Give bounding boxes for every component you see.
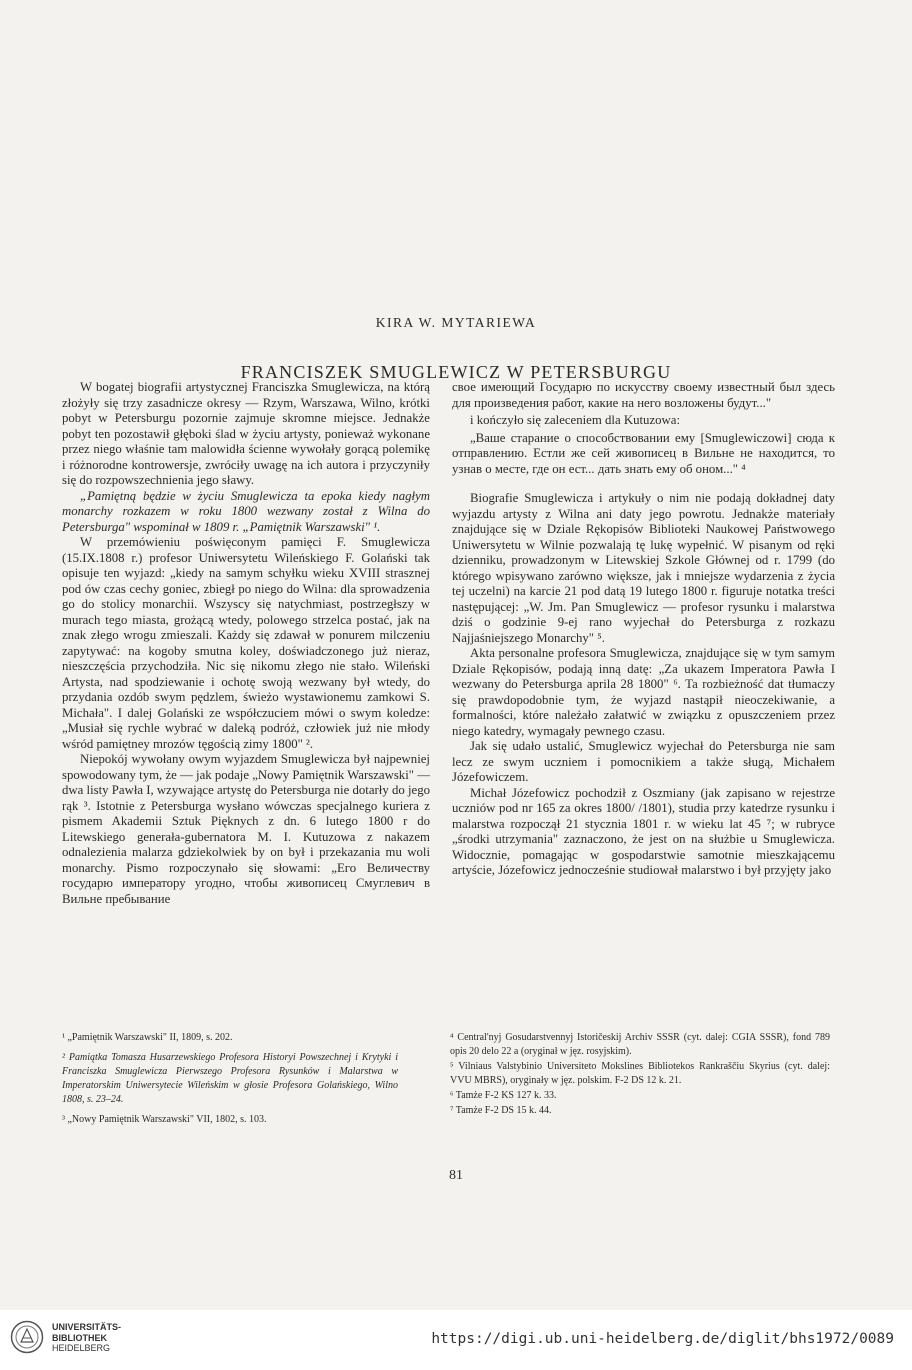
- page-number: 81: [449, 1168, 463, 1183]
- footnote: ⁴ Central'nyj Gosudarstvennyj Istoričeskij Archiv SSSR (cyt. dalej: CGIA SSSR), fond 789 opis 20 delo 22 a (oryginał w jęz. rosyjskim).: [450, 1032, 830, 1057]
- article-title: FRANCISZEK SMUGLEWICZ W PETERSBURGU: [240, 362, 672, 383]
- paragraph: свое имеющий Государю по искусству своему известный был здесь для произведения работ, какие на него возложены будут...": [452, 380, 835, 410]
- paragraph: Biografie Smuglewicza i artykuły o nim nie podają dokładnej daty wyjazdu artysty z Wilna ani daty jego powrotu. Jednakże materiały znajdujące się w Dziale Rękopisów Biblioteki Naukowej Państwowego Uniwersytetu w Wilnie pozwalają tę lukę wypełnić. W pisanym od ręki dzienniku, prowadzonym w Litewskiej Szkole Głównej od r. 1799 (do którego wpisywano zarówno większe, jak i mniejsze wydarzenia z życia tej uczelni) na karcie 21 pod datą 19 lutego 1800 r. figuruje notatka treści następującej: „W. Jm. Pan Smuglewicz — profesor rysunku i malarstwa dziś o godzinie 9-ej rano wyjechał do Petersburga z rozkazu Najjaśniejszego Monarchy" ⁵.: [452, 491, 835, 645]
- paragraph: „Pamiętną będzie w życiu Smuglewicza ta epoka kiedy nagłym monarchy rozkazem w roku 1800 wezwany został z Wilna do Petersburga" wspominał w 1809 r. „Pamiętnik Warszawski" ¹.: [62, 488, 430, 534]
- paragraph: W przemówieniu poświęconym pamięci F. Smuglewicza (15.IX.1808 r.) profesor Uniwersytetu Wileńskiego F. Golański tak opisuje ten wyjazd: „kiedy na samym schyłku wieku XVIII strasznej pod ów czas cechy goniec, zbiegł po niego do Wilna: dla sprowadzenia go do stolicy monarchii. Wszyscy się natychmiast, postrzegłszy w murach tego miasta, grożącą wtedy, polowego strzelca postać, jak na znak złego wrogu zmieszali. Każdy się zdawał w ponurem milczeniu zapytywać: na kogoby smutna koley, doświadczonego już nieraz, nieszczęścia przychodziła. Nic się nikomu złego nie stało. Wileński Artysta, nad spodziewanie i ochotę swoją wezwany był wtedy, do przydania ozdób swym pędzlem, świeżo wystawionemu zamkowi S. Michała". I dalej Golański ze współczuciem mówi o swym koledze: „Musiał się rychle wybrać w daleką podróż, człowiek już nie młody wśród pamiętney mrozów tęgością zimy 1800" ².: [62, 535, 430, 751]
- institution-name[interactable]: [52, 1322, 121, 1354]
- paragraph: Michał Józefowicz pochodził z Oszmiany (jak zapisano w rejestrze uczniów pod nr 165 za okres 1800/ /1801), studia przy katedrze rysunku i malarstwa rozpoczął 21 stycznia 1801 r. w wieku lat 45 ⁷; w rubryce „środki utrzymania" zaznaczono, że jest on na służbie u Smuglewicza. Widocznie, pomagając w gospodarstwie samotnie mieszkającemu artyście, Józefowicz jednocześnie studiował malarstwo i był przyjęty jako: [452, 785, 835, 877]
- left-column: [62, 380, 430, 907]
- author-name: KIRA W. MYTARIEWA: [375, 315, 537, 330]
- paragraph: i kończyło się zaleceniem dla Kutuzowa:: [470, 413, 680, 427]
- permalink-url[interactable]: https://digi.ub.uni-heidelberg.de/diglit/bhs1972/0089: [431, 1331, 894, 1347]
- footnote: ⁷ Tamże F-2 DS 15 k. 44.: [450, 1105, 552, 1116]
- institution-line: BIBLIOTHEK: [52, 1332, 107, 1343]
- paragraph: W bogatej biografii artystycznej Franciszka Smuglewicza, na którą złożyły się trzy zasadnicze okresy — Rzym, Warszawa, Wilno, krótki pobyt w Petersburgu pozornie zajmuje skromne miejsce. Jednakże pobyt ten pozostawił głęboki ślad w życiu artysty, ponieważ wykonane przez niego właśnie tam malowidła ścienne wywołały gorącą polemikę i różnorodne kontrowersje, zwróciły uwagę na ich autora i przyczyniły się do rozpowszechnienia jego sławy.: [62, 380, 430, 487]
- institution-line: HEIDELBERG: [52, 1343, 111, 1353]
- footnotes-left: [62, 1031, 398, 1133]
- footnotes-right: [450, 1031, 830, 1119]
- footnote: ³ „Nowy Pamiętnik Warszawski" VII, 1802, s. 103.: [62, 1114, 267, 1125]
- institution-line: UNIVERSITÄTS-: [52, 1322, 122, 1332]
- footnote: ² Pamiątka Tomasza Husarzewskiego Profesora Historyi Powszechnej i Krytyki i Franciszka Smuglewicza Pierwszego Profesora Rysunków i Malarstwa w Imperatorskim Uniwersytecie Wileńskim w głosie Profesora Golańskiego, Wilno 1808, s. 23–24.: [62, 1052, 398, 1105]
- paragraph: Jak się udało ustalić, Smuglewicz wyjechał do Petersburga nie sam lecz ze swym uczniem i pomocnikiem a także sługą, Michałem Józefowiczem.: [452, 739, 835, 784]
- footnote: ¹ „Pamiętnik Warszawski" II, 1809, s. 202.: [62, 1032, 233, 1043]
- paragraph: Niepokój wywołany owym wyjazdem Smuglewicza był najpewniej spowodowany tym, że — jak podaje „Nowy Pamiętnik Warszawski" — dwa listy Pawła I, wzywające artystę do Petersburga nie dotarły do jego rąk ³. Istotnie z Petersburga wysłano wówczas specjalnego kuriera z pismem Akademii Sztuk Pięknych z dn. 6 lutego 1800 r do Litewskiego generała-gubernatora M. I. Kutuzowa z nakazem odnalezienia malarza gdziekolwiek by on był i przekazania mu woli monarchy. Pismo rozpoczynało się słowami: „Его Величеству государю императору угодно, чтобы живописец Смуглевич в Вильне пребывание: [62, 752, 430, 906]
- university-seal-icon[interactable]: [10, 1320, 44, 1354]
- paragraph: Akta personalne profesora Smuglewicza, znajdujące się w tym samym Dziale Rękopisów, podają inną datę: „Za ukazem Imperatora Pawła I wezwany do Petersburga aprila 28 1800" ⁶. Ta rozbieżność dat tłumaczy się prawdopodobnie tym, że wyjazd nastąpił nieoczekiwanie, a formalności, które należało załatwić w związku z opuszczeniem przez niego katedry, wymagały pewnego czasu.: [452, 646, 835, 738]
- footnote: ⁵ Vilniaus Valstybinio Universiteto Mokslines Bibliotekos Rankraščiu Skyrius (cyt. dalej: VVU MBRS), oryginały w jęz. polskim. F-2 DS 12 k. 21.: [450, 1061, 830, 1086]
- right-column: [452, 380, 835, 879]
- paragraph: „Ваше старание о способствовании ему [Smuglewiczowi] сюда к отправлению. Естли же сей живописец в Вильне не находится, то узнав о месте, где он ест... дать знать ему об оном..." ⁴: [452, 430, 835, 476]
- footnote: ⁶ Tamże F-2 KS 127 k. 33.: [450, 1090, 557, 1101]
